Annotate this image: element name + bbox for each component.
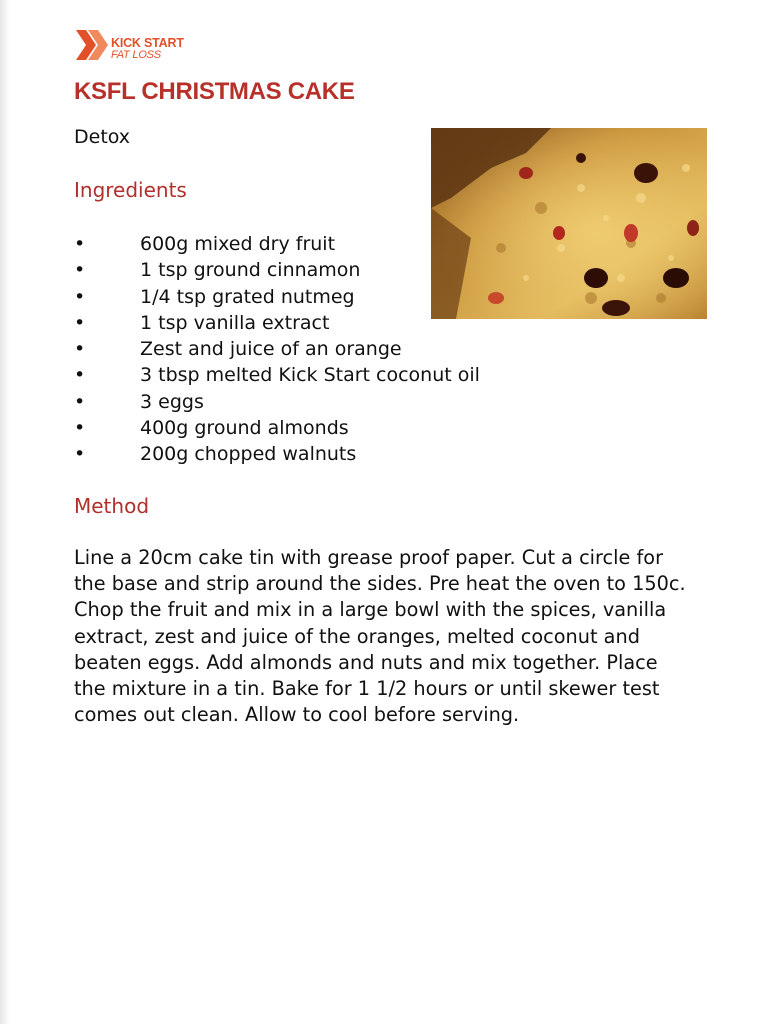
fruit-cake-photo [431,128,707,319]
bullet-icon: • [74,285,86,308]
ingredient-text: 3 tbsp melted Kick Start coconut oil [140,364,480,387]
method-line: comes out clean. Allow to cool before serving. [74,703,520,727]
bullet-icon: • [74,259,86,282]
ingredient-text: 600g mixed dry fruit [140,233,336,255]
bullet-icon: • [74,443,86,466]
ingredient-text: 1 tsp vanilla extract [140,311,330,334]
page-shadow-edge [0,0,10,1024]
ingredient-text: 400g ground almonds [140,417,349,440]
ingredients-heading: Ingredients [74,178,187,202]
method-line: the base and strip around the sides. Pre heat the oven to 150c. [74,572,686,596]
ingredient-text: 1 tsp ground cinnamon [140,259,361,282]
method-line: Chop the fruit and mix in a large bowl with the spices, vanilla [74,598,667,622]
kick-start-logo [74,28,204,64]
kick-start-k-icon [74,28,108,62]
logo-text-fat-loss: FAT LOSS [111,49,161,61]
ingredient-text: Zest and juice of an orange [140,338,402,361]
method-line: beaten eggs. Add almonds and nuts and mix together. Place [74,650,658,674]
method-paragraph [74,545,724,728]
ingredient-text: 200g chopped walnuts [140,443,357,466]
recipe-category: Detox [74,126,131,148]
method-line: extract, zest and juice of the oranges, melted coconut and [74,624,640,648]
bullet-icon: • [74,233,86,255]
cake-image-icon [431,128,707,319]
method-line: Line a 20cm cake tin with grease proof paper. Cut a circle for [74,546,664,569]
bullet-icon: • [74,390,86,413]
bullet-icon: • [74,338,86,361]
method-line: the mixture in a tin. Bake for 1 1/2 hours or until skewer test [74,677,660,701]
bullet-icon: • [74,417,86,440]
logo-text-kick-start: KICK START [111,36,184,50]
method-heading: Method [74,494,150,518]
bullet-icon: • [74,364,86,387]
ingredient-text: 1/4 tsp grated nutmeg [140,285,355,308]
recipe-title: KSFL CHRISTMAS CAKE [74,78,355,105]
bullet-icon: • [74,311,86,334]
ingredient-text: 3 eggs [140,390,204,413]
